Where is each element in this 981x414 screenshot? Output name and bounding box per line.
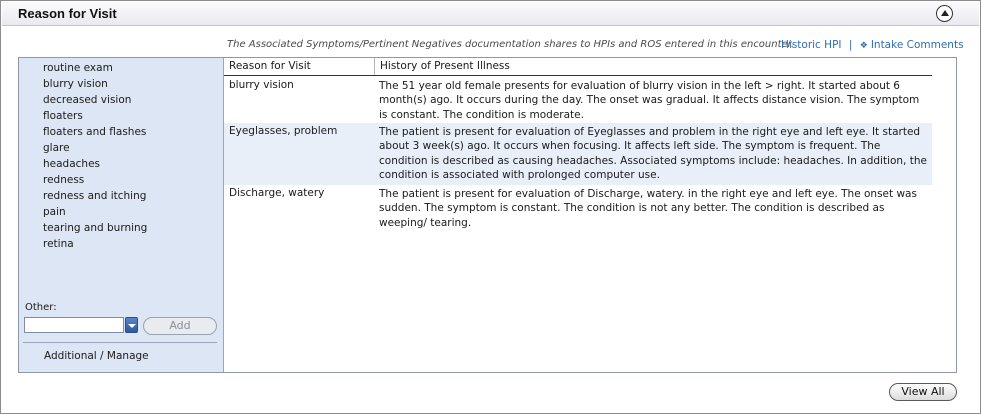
intake-comments-link[interactable]: Intake Comments [870,39,964,51]
add-button[interactable]: Add [143,317,217,335]
link-separator: | [848,39,853,51]
chevron-down-icon[interactable] [125,317,138,333]
row-hpi: The patient is present for evaluation of Eyeglasses and problem in the right eye and left eye. It started about 3 week(s) ago. It occurs when focusing. It affects left side. The symptom is frequent. The condition is described as causing headaches. Associated symptoms include: headaches. In addition, the condition is associated with prolonged computer use. [379,126,927,181]
reason-panel [18,57,957,373]
hpi-grid [224,58,932,372]
additional-manage-link[interactable]: Additional / Manage [44,350,149,362]
reason-item-redness-and-itching[interactable]: redness and itching [43,190,147,202]
grid-header [224,58,932,76]
reason-item-glare[interactable]: glare [43,142,70,154]
row-reason: Eyeglasses, problem [229,125,338,137]
table-row[interactable] [224,123,932,185]
view-all-button[interactable]: View All [889,383,957,401]
row-reason: blurry vision [229,79,294,91]
section-title: Reason for Visit [18,6,117,21]
column-header-hpi[interactable]: History of Present Illness [374,58,932,75]
documentation-note: The Associated Symptoms/Pertinent Negatives documentation shares to HPIs and ROS entered in this encounter. [227,39,795,50]
reason-item-redness[interactable]: redness [43,174,85,186]
reason-item-headaches[interactable]: headaches [43,158,101,170]
historic-hpi-link[interactable]: Historic HPI [781,39,842,51]
reason-item-routine-exam[interactable]: routine exam [43,62,113,74]
table-row[interactable] [224,185,932,233]
sidebar-divider [23,342,217,343]
reason-item-blurry-vision[interactable]: blurry vision [43,78,108,90]
reason-item-floaters[interactable]: floaters [43,110,83,122]
header-links [781,39,964,51]
reason-item-floaters-and-flashes[interactable]: floaters and flashes [43,126,147,138]
row-reason: Discharge, watery [229,187,325,199]
section-header [2,2,979,26]
column-header-reason[interactable]: Reason for Visit [229,60,311,72]
other-label: Other: [25,302,57,313]
reason-item-decreased-vision[interactable]: decreased vision [43,94,132,106]
reason-item-pain[interactable]: pain [43,206,66,218]
other-input[interactable] [24,317,124,333]
row-hpi: The 51 year old female presents for evaluation of blurry vision in the left > right. It started about 6 month(s) ago. It occurs during the day. The onset was gradual. It affects distance vision. The symptom is constant. The condition is moderate. [379,80,920,121]
table-row[interactable] [224,77,932,123]
reason-item-retina[interactable]: retina [43,238,74,250]
diamond-icon: ❖ [859,41,868,51]
reason-item-tearing-and-burning[interactable]: tearing and burning [43,222,148,234]
reason-sidebar [19,58,224,372]
collapse-icon[interactable] [936,5,953,22]
row-hpi: The patient is present for evaluation of Discharge, watery. in the right eye and left eye. The onset was sudden. The symptom is constant. The condition is not any better. The condition is described as weeping/ tearing. [379,188,917,229]
reason-list [43,62,147,254]
